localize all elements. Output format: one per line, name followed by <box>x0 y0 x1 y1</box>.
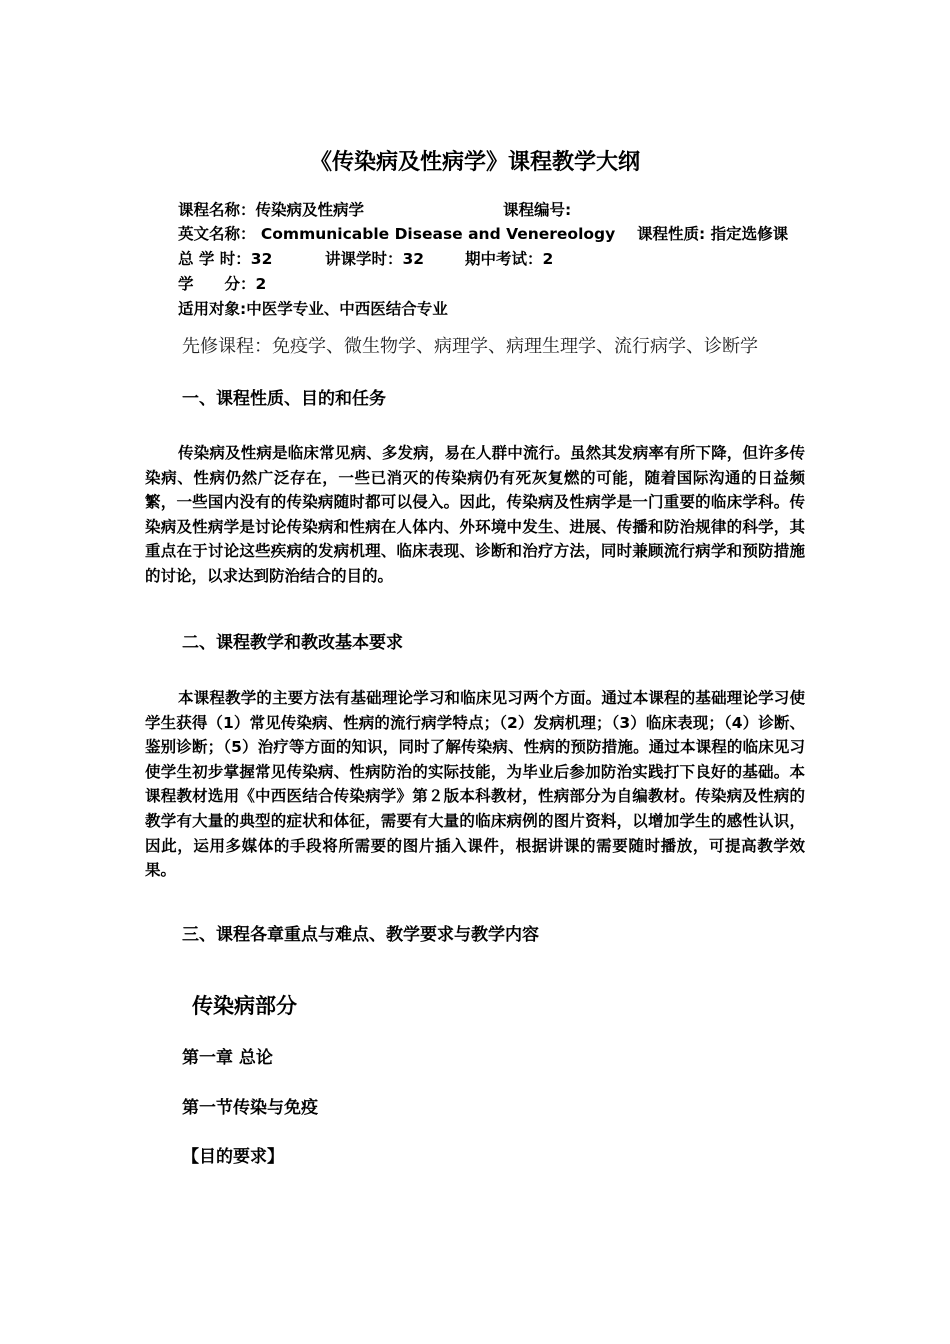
course-name: 课程名称：传染病及性病学 <box>178 201 365 219</box>
section-3-heading: 三、课程各章重点与难点、教学要求与教学内容 <box>182 925 539 945</box>
english-name: 英文名称： Communicable Disease and Venereology <box>178 225 616 243</box>
section-2-paragraph: 本课程教学的主要方法有基础理论学习和临床见习两个方面。通过本课程的基础理论学习使学生获得（1）常见传染病、性病的流行病学特点；（2）发病机理；（3）临床表现；（4）诊断、鉴别诊断；（5）治疗等方面的知识，同时了解传染病、性病的预防措施。通过本课程的临床见习使学生初步掌握常见传染病、性病防治的实际技能，为毕业后参加防治实践打下良好的基础。本课程教材选用《中西医结合传染病学》第２版本科教材，性病部分为自编教材。传染病及性病的教学有大量的典型的症状和体征，需要有大量的临床病例的图片资料，以增加学生的感性认识，因此，运用多媒体的手段将所需要的图片插入课件，根据讲课的需要随时播放，可提高教学效果。 <box>145 689 805 880</box>
section-heading: 第一节传染与免疫 <box>182 1098 318 1118</box>
lecture-hours: 讲课学时：32 <box>325 250 425 268</box>
section-1-paragraph: 传染病及性病是临床常见病、多发病，易在人群中流行。虽然其发病率有所下降，但许多传染病、性病仍然广泛存在，一些已消灭的传染病仍有死灰复燃的可能，随着国际沟通的日益频繁，一些国内没有的传染病随时都可以侵入。因此，传染病及性病学是一门重要的临床学科。传染病及性病学是讨论传染病和性病在人体内、外环境中发生、进展、传播和防治规律的科学，其重点在于讨论这些疾病的发病机理、临床表现、诊断和治疗方法，同时兼顾流行病学和预防措施的讨论，以求达到防治结合的目的。 <box>145 444 805 585</box>
course-nature: 课程性质: 指定选修课 <box>637 225 789 243</box>
objective-heading: 【目的要求】 <box>182 1147 284 1167</box>
section-2-heading: 二、课程教学和教改基本要求 <box>182 633 403 653</box>
section-1-body <box>145 441 805 589</box>
prerequisites: 先修课程：免疫学、微生物学、病理学、病理生理学、流行病学、诊断学 <box>182 336 758 357</box>
part-title: 传染病部分 <box>192 994 297 1018</box>
section-1-heading: 一、课程性质、目的和任务 <box>182 389 386 409</box>
course-code: 课程编号: <box>503 201 572 219</box>
midterm-exam: 期中考试：2 <box>465 250 554 268</box>
chapter-heading: 第一章 总论 <box>182 1048 273 1068</box>
page-title: 《传染病及性病学》课程教学大纲 <box>309 150 640 175</box>
target-audience: 适用对象:中医学专业、中西医结合专业 <box>178 300 448 318</box>
section-2-body <box>145 686 805 883</box>
total-hours: 总 学 时：32 <box>178 250 273 268</box>
credits: 学 分：2 <box>178 275 267 293</box>
